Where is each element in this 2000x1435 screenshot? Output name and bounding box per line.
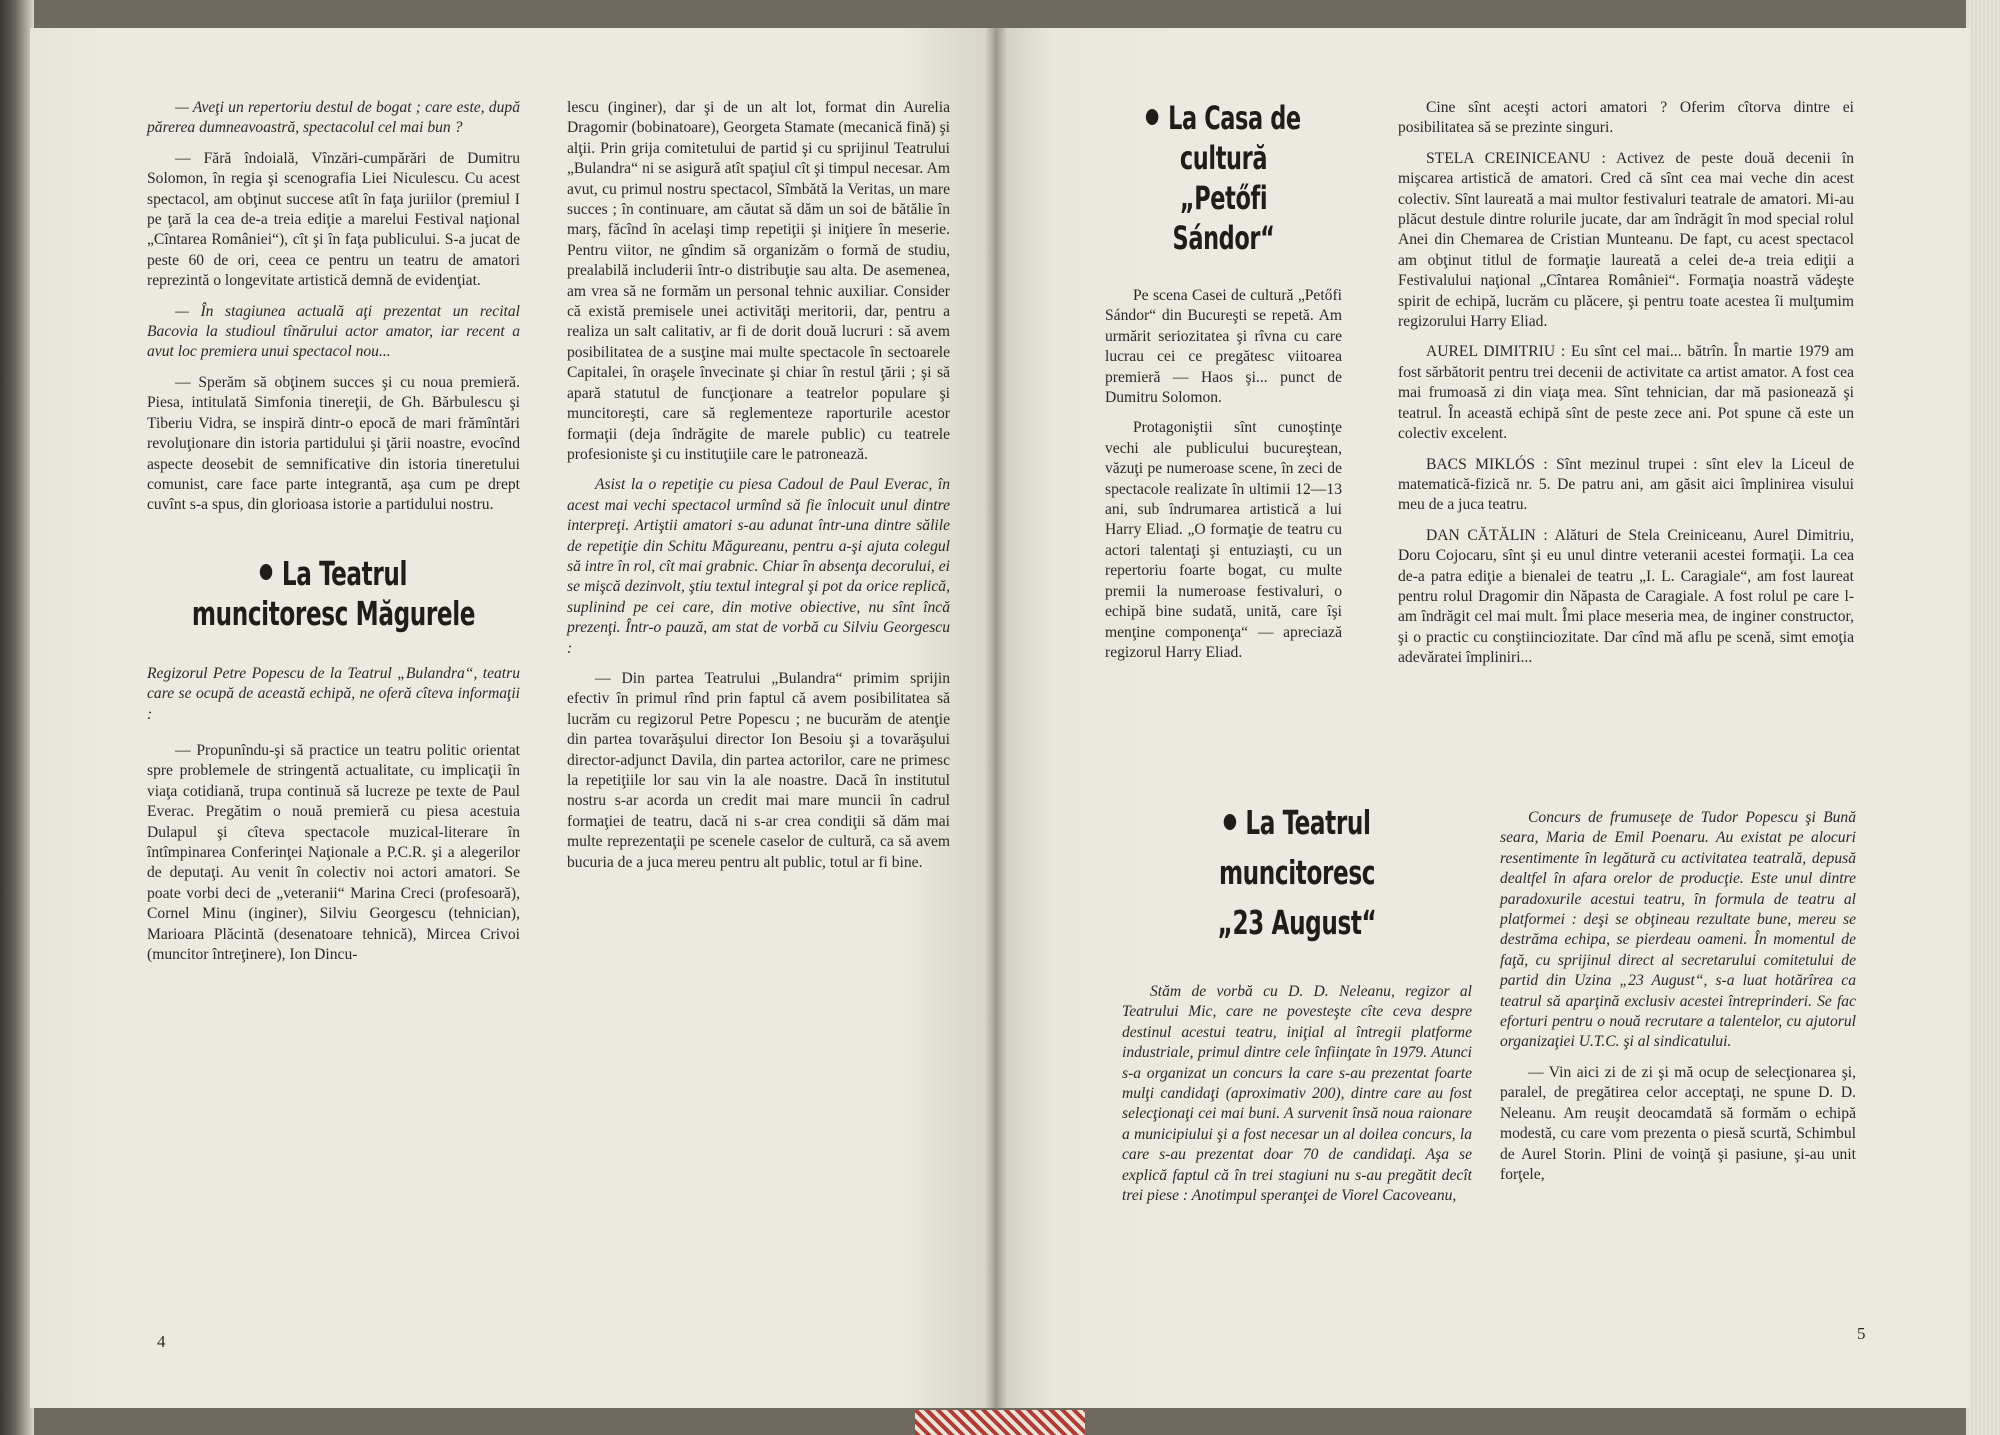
heading-line: cultură [1179,139,1268,177]
paragraph: — În stagiunea actuală aţi prezentat un recital Bacovia la studioul tînărului actor amator, iar recent a avut loc premiera unui spectacol nou... [147,302,520,361]
left-col1-paragraphs-2 [147,741,520,965]
heading-line: „23 August“ [1217,903,1377,942]
heading-line: La Casa de [1168,99,1301,137]
paragraph: — Propunîndu-şi să practice un teatru politic orientat spre problemele de stringentă actualitate, cu implicaţii în viaţa cotidiană, trupa continuă să lucreze pe texte de Paul Everac. Pregătim o nouă premieră cu piesa acestuia Dulapul şi cîteva spectacole muzical-literare în întîmpinarea Conferinţei Naţionale a P.C.R. şi a alegerilor de deputaţi. Au venit în colectiv noi actori amatori. Se poate vorbi deci de „veteranii“ Marina Creci (profesoară), Cornel Minu (inginer), Silviu Georgescu (tehnician), Marioara Plăcintă (desenatoare tehnică), Mircea Crivoi (muncitor întreţinere), Ion Dincu- [147,741,520,963]
heading-line: La Teatrul [281,553,408,593]
page-number-left: 4 [157,1332,166,1351]
paragraph: AUREL DIMITRIU : Eu sînt cel mai... bătrîn. În martie 1979 am fost sărbătorit pentru trei decenii de activitate ca artist amator. A fost cea mai frumoasă zi din viaţa mea. Sînt tehnician, dar mă pasionează şi teatrul. În această echipă sînt de peste zece ani. Pot spune că este un colectiv excelent. [1398,343,1854,443]
bullet-icon [1146,109,1158,125]
section-heading-23-august [1161,798,1434,948]
heading-line: La Teatrul [1245,803,1371,842]
book-gutter [985,28,1007,1408]
right-column-1 [1105,98,1342,673]
right-col4-paragraphs [1500,808,1856,1185]
paragraph: — Fără îndoială, Vînzări-cumpărări de Dumitru Solomon, în regia şi scenografia Liei Niculescu. Cu acest spectacol, am obţinut succese atît în faţa juriilor (premiul I pe ţară la cea de-a treia ediţie a marelui Festival naţional „Cîntarea României“), cît şi în faţa publicului. S-a jucat de peste 60 de ori, ceea ce pentru un teatru de amatori reprezintă o longevitate artistică demnă de evidenţiat. [147,149,520,290]
right-column-4 [1500,808,1856,1195]
paragraph: BACS MIKLÓS : Sînt mezinul trupei : sînt elev la Liceul de matematică-fizică nr. 5. De patru ani, am găsit aici împlinirea visului meu de a juca teatru. [1398,455,1854,514]
paragraph: Protagoniştii sînt cunoştinţe vechi ale publicului bucureştean, văzuţi pe numeroase scene, în zeci de spectacole realizate în ultimii 12—13 ani, sub îndrumarea artistică a lui Harry Eliad. „O formaţie de teatru cu actori talentaţi şi entuziaşti, cu un repertoriu foarte bogat, cu multe premii la numeroase festivaluri, o echipă bine sudată, unită, care îşi menţine componenţa“ — apreciază regizorul Harry Eliad. [1105,419,1342,661]
paragraph: Pe scena Casei de cultură „Petőfi Sándor“ din Bucureşti se repetă. Am urmărit seriozitatea şi rîvna cu care lucrau cei ce pregătesc viitoarea premieră — Haos şi... punct de Dumitru Solomon. [1105,287,1342,407]
left-col2-paragraphs [567,98,950,873]
paragraph: Concurs de frumuseţe de Tudor Popescu şi Bună seara, Maria de Emil Poenaru. Au existat pe alocuri resentimente în legătură cu activitatea teatrală, depusă dealtfel în afara orelor de producţie. Este unul dintre paradoxurile acestui teatru, în formula de teatru al platformei : deşi se obţineau rezultate bune, mereu se destrăma echipa, se pierdeau oameni. În momentul de faţă, cu sprijinul direct al secretarului comitetului de partid din Uzina „23 August“, s-a luat hotărîrea ca teatrul să aparţină exclusiv acestei întreprinderi. Se fac eforturi pentru o nouă recrutare a talentelor, cu ajutorul organizaţiei U.T.C. şi al sindicatului. [1500,809,1856,1051]
right-column-2 [1398,98,1854,679]
paragraph: DAN CĂTĂLIN : Alături de Stela Creiniceanu, Aurel Dimitriu, Doru Cojocaru, sînt şi eu unul dintre veteranii acestei formaţii. La cea de-a patra ediţie a bienalei de teatru „I. L. Caragiale“, am fost laureat pentru rolul Dragomir din Năpasta de Caragiale. A fost rolul pe care l-am îndrăgit cel mai mult. Îmi place meseria mea, de inginer constructor, şi o practic cu conştiinciozitate. Dar cînd mă aflu pe scenă, simt emoţia adevăratei împliniri... [1398,526,1854,667]
heading-line: muncitoresc [1218,853,1376,892]
paragraph: Cine sînt aceşti actori amatori ? Oferim cîtorva dintre ei posibilitatea să se prezinte singuri. [1398,99,1854,137]
heading-line: muncitoresc Măgurele [191,593,476,633]
heading-line: „Petőfi Sándor“ [1172,179,1275,257]
book-edge-left [0,0,34,1435]
page-number-right: 5 [1857,1324,1866,1343]
right-col2-paragraphs [1398,98,1854,669]
paragraph: — Sperăm să obţinem succes şi cu noua premieră. Piesa, intitulată Simfonia tinereţii, de Gh. Bărbulescu şi Tiberiu Vidra, se inspiră dintr-o epocă de mari frămîntări revoluţionare din istoria partidului şi ţării noastre, evocînd aspecte deosebit de semnificative din istoria tineretului comunist, care face parte integrantă, aşa cum pe drept cuvînt s-a spus, din glorioasa istorie a partidului nostru. [147,373,520,514]
left-page [30,28,995,1408]
right-page [995,28,1970,1408]
paragraph: STELA CREINICEANU : Activez de peste două decenii în mişcarea artistică de amatori. Cred că sînt cea mai veche din acest colectiv. Sînt laureată a mai multor festivaluri teatrale de amatori. Mi-au plăcut destule dintre rolurile jucate, dar am îndrăgit în mod special rolul Anei din Chemarea de Cristian Munteanu. De fapt, cu acest spectacol am obţinut titlul de formaţie laureată a celei de-a treia ediţii a Festivalului naţional „Cîntarea României“. Formaţia noastră vădeşte spirit de echipă, lucrăm cu plăcere, şi pentru toate acestea îi mulţumim regizorului Harry Eliad. [1398,149,1854,331]
section-heading-petofi [1131,98,1316,258]
paragraph: Asist la o repetiţie cu piesa Cadoul de Paul Everac, în acest mai vechi spectacol urmînd să fie înlocuit unul dintre interpreţi. Artiştii amatori s-au adunat într-una dintre sălile de repetiţie din Schitu Măgureanu, pentru a-şi ajuta colegul să intre în rol, cît mai grabnic. Chiar în absenţa decorului, ei se mişcă dezinvolt, ştiu textul integral şi pot da orice replică, suplinind pe cei care, din motive obiective, nu sînt încă prezenţi. Într-o pauză, am stat de vorbă cu Silviu Georgescu : [567,476,950,657]
intro-23-august: Stăm de vorbă cu D. D. Neleanu, regizor al Teatrului Mic, care ne povesteşte cîte ceva despre destinul acestui teatru, iniţial al întregii platforme industriale, primul dintre cele înfiinţate în 1979. Atunci s-a organizat un concurs la care s-au prezentat foarte mulţi candidaţi (aproximativ 200), dintre care au fost selecţionaţi cei mai buni. A survenit însă noua raionare a municipiului şi a fost necesar un al doilea concurs, la care s-au prezentat doar 70 de candidaţi. Aşa se explică faptul că în trei stagiuni nu s-au pregătit decît trei piese : Anotimpul speranţei de Viorel Cacoveanu, [1122,983,1472,1205]
intro-magurele: Regizorul Petre Popescu de la Teatrul „Bulandra“, teatru care se ocupă de această echipă, ne oferă cîteva informaţii : [147,664,520,723]
paragraph: — Aveţi un repertoriu destul de bogat ; care este, după părerea dumneavoastră, spectacolul cel mai bun ? [147,99,520,137]
section-heading-magurele [188,554,479,634]
bullet-icon [260,564,272,580]
binding-ribbon [915,1410,1085,1435]
bullet-icon [1223,814,1235,830]
paragraph: — Vin aici zi de zi şi mă ocup de selecţionarea şi, paralel, de pregătirea celor acceptaţi, ne spune D. D. Neleanu. Am reuşit deocamdată să formăm o echipă modestă, cu care vom prezenta o piesă scurtă, Schimbul de Aurel Storin. Plini de voinţă şi pasiune, şi-au unit forţele, [1500,1063,1856,1183]
right-column-3 [1122,798,1472,1206]
left-column-2 [567,98,950,883]
left-col1-paragraphs [147,98,520,516]
left-column-1 [147,98,520,975]
right-col1-paragraphs [1105,286,1342,663]
paragraph: lescu (inginer), dar şi de un alt lot, format din Aurelia Dragomir (bobinatoare), Georgeta Stamate (mecanică fină) şi alţii. Prin grija comitetului de partid şi cu sprijinul Teatrului „Bulandra“ ni se asigură atît spaţiul cît şi timpul necesar. Am avut, cu primul nostru spectacol, Sîmbătă la Veritas, un mare succes ; în continuare, am căutat să dăm un soi de bătălie în marş, făcînd în acelaşi timp repetiţii şi iniţiere în meserie. Pentru viitor, ne gîndim să organizăm o formă de studiu, prealabilă includerii într-o distribuţie sau alta. De asemenea, am vrea să ne formăm un personal tehnic auxiliar. Consider că există premisele unei activităţi meritorii, dar, pentru a realiza un salt calitativ, ar fi de dorit două lucruri : să avem posibilitatea de a susţine mai multe spectacole în sectoarele Capitalei, în oraşele învecinate şi chiar în restul ţării ; şi să apară statutul de funcţionare a teatrelor populare şi muncitoreşti, care să reglementeze raporturile acestor formaţii (deja îndrăgite de marele public) cu teatrele profesioniste şi cu instituţiile care le patronează. [567,99,950,463]
book-edge-right [1966,0,2000,1435]
paragraph: — Din partea Teatrului „Bulandra“ primim sprijin efectiv în primul rînd prin faptul că avem posibilitatea să lucrăm cu regizorul Petre Popescu ; ne bucurăm de atenţie din partea tovarăşului director Ion Besoiu şi a tovarăşului director-adjunct Davila, din partea actorilor, care ne primesc la repetiţiile lor sau vin la ale noastre. Dacă în institutul nostru s-ar acorda un credit mai mare muncii în cadrul formaţiei de teatru, dacă ni s-ar crea condiţii să dăm mai multe reprezentaţii pe scenele caselor de cultură, ca să avem bucuria de a juca mereu pentru alt public, totul ar fi bine. [567,669,950,871]
